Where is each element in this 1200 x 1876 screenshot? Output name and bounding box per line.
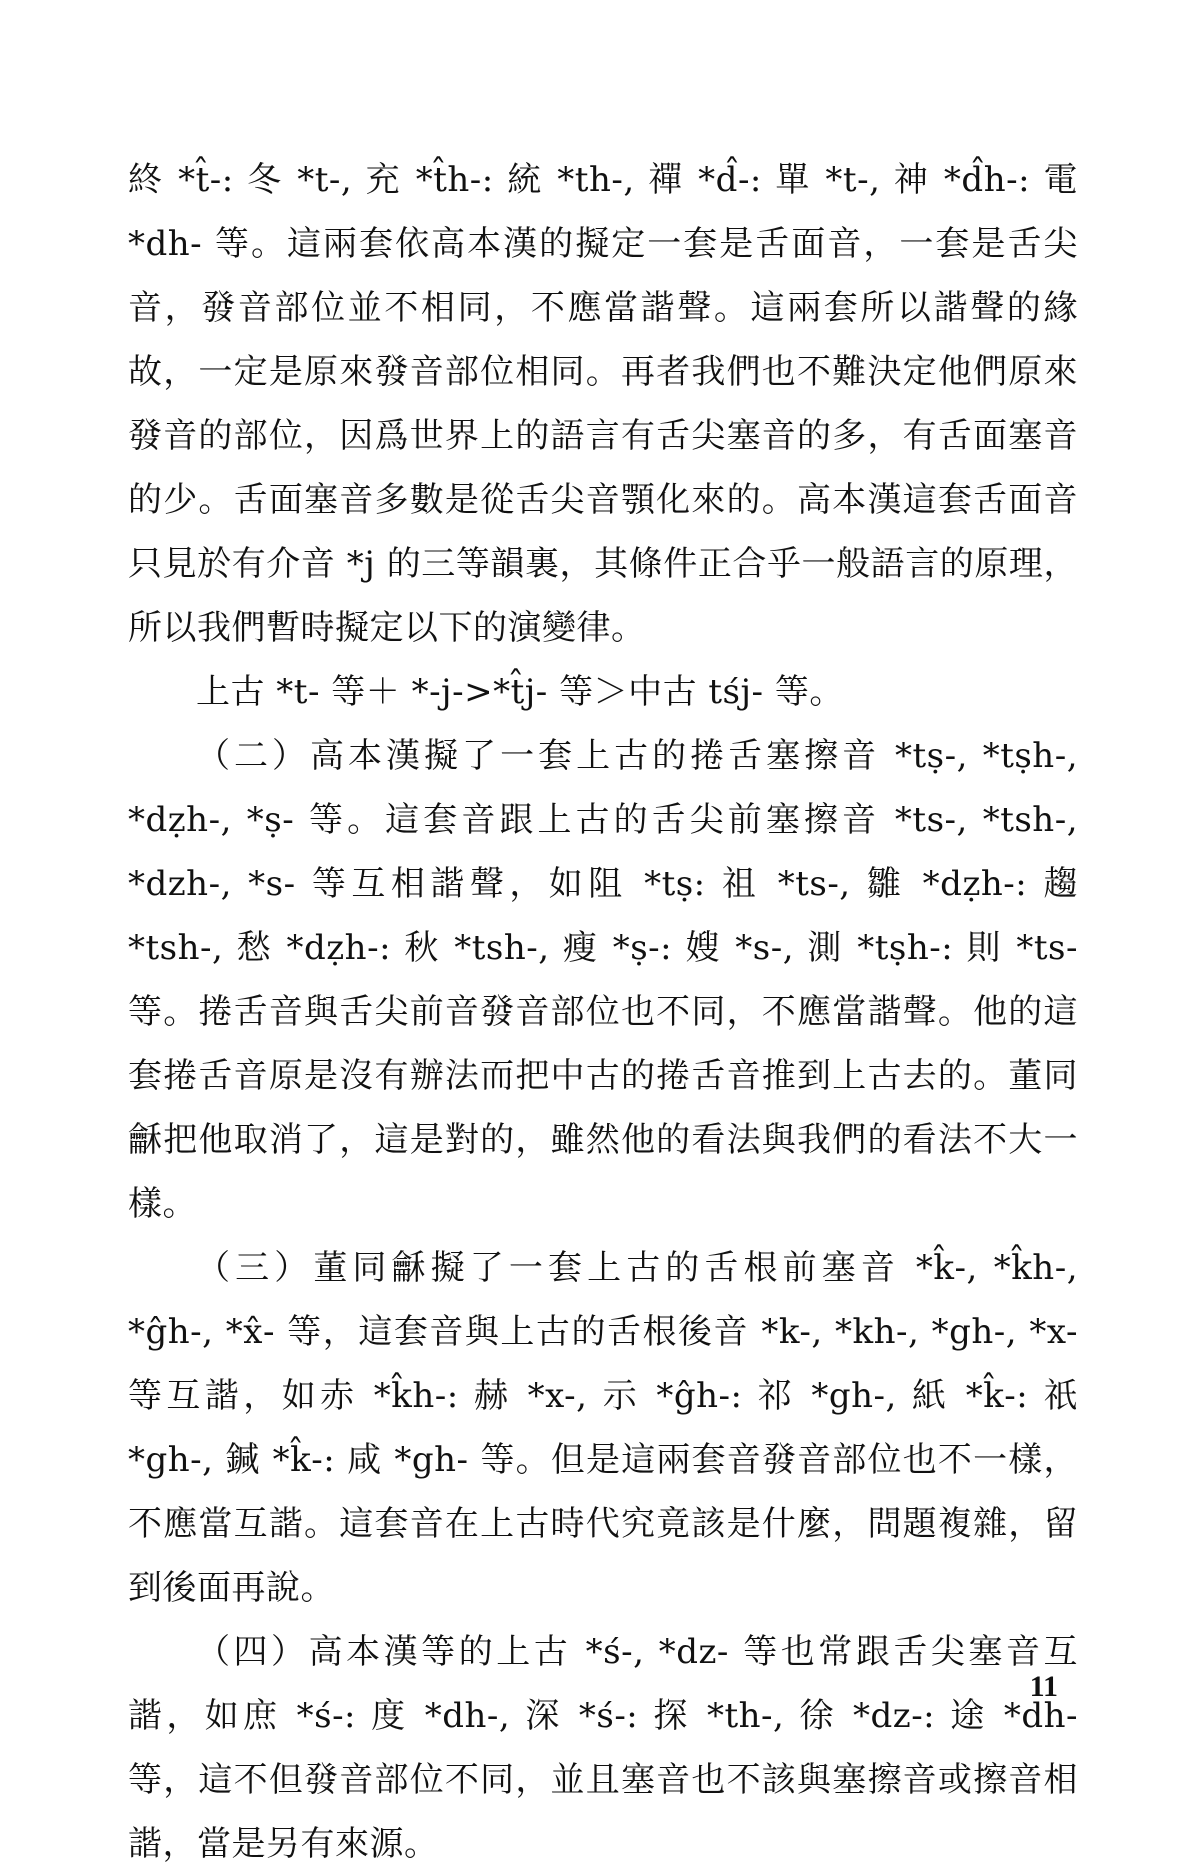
paragraph-3: （三）董同龢擬了一套上古的舌根前塞音 *k̂-, *k̂h-, *ĝh-, *x̂- 等，這套音與上古的舌根後音 *k-, *kh-, *gh-, *x- 等互諧，如赤 *k̂h-: 赫 *x-, 示 *ĝh-: 祁 *gh-, 紙 *k̂-: 祇 *gh-, 鍼 *k̂-: 咸 *gh- 等。但是這兩套音發音部位也不一樣，不應當互諧。這套音在上古時代究竟該是什麼，問題複雜，留到後面再說。 — [128, 1248, 1078, 1608]
paragraph-4: （四）高本漢等的上古 *ś-, *dz- 等也常跟舌尖塞音互諧，如庶 *ś-: 度 *dh-, 深 *ś-: 探 *th-, 徐 *dz-: 途 *dh- 等，這不但發音部位不同，並且塞音也不該與塞擦音或擦音相諧，當是另有來源。 — [128, 1632, 1078, 1864]
sound-change-formula: 上古 *t- 等＋ *-j->*t̂j- 等＞中古 tśj- 等。 — [196, 672, 844, 712]
page-number: 11 — [1029, 1670, 1058, 1703]
paragraph-1: 終 *t̂-: 冬 *t-, 充 *t̂h-: 統 *th-, 禪 *d̂-: 單 *t-, 神 *d̂h-: 電 *dh- 等。這兩套依高本漢的擬定一套是舌面音，一套是舌尖音，發音部位並不相同，不應當諧聲。這兩套所以諧聲的緣故，一定是原來發音部位相同。再者我們也不難決定他們原來發音的部位，因爲世界上的語言有舌尖塞音的多，有舌面塞音的少。舌面塞音多數是從舌尖音顎化來的。高本漢這套舌面音只見於有介音 *j 的三等韻裏，其條件正合乎一般語言的原理，所以我們暫時擬定以下的演變律。 — [128, 160, 1078, 648]
paragraph-2: （二）高本漢擬了一套上古的捲舌塞擦音 *tṣ-, *tṣh-, *dẓh-, *ṣ- 等。這套音跟上古的舌尖前塞擦音 *ts-, *tsh-, *dzh-, *s- 等互相諧聲，如阻 *tṣ: 祖 *ts-, 雛 *dẓh-: 趨 *tsh-, 愁 *dẓh-: 秋 *tsh-, 瘦 *ṣ-: 嫂 *s-, 測 *tṣh-: 則 *ts- 等。捲舌音與舌尖前音發音部位也不同，不應當諧聲。他的這套捲舌音原是沒有辦法而把中古的捲舌音推到上古去的。董同龢把他取消了，這是對的，雖然他的看法與我們的看法不大一樣。 — [128, 736, 1078, 1224]
body-text — [128, 148, 1078, 1876]
